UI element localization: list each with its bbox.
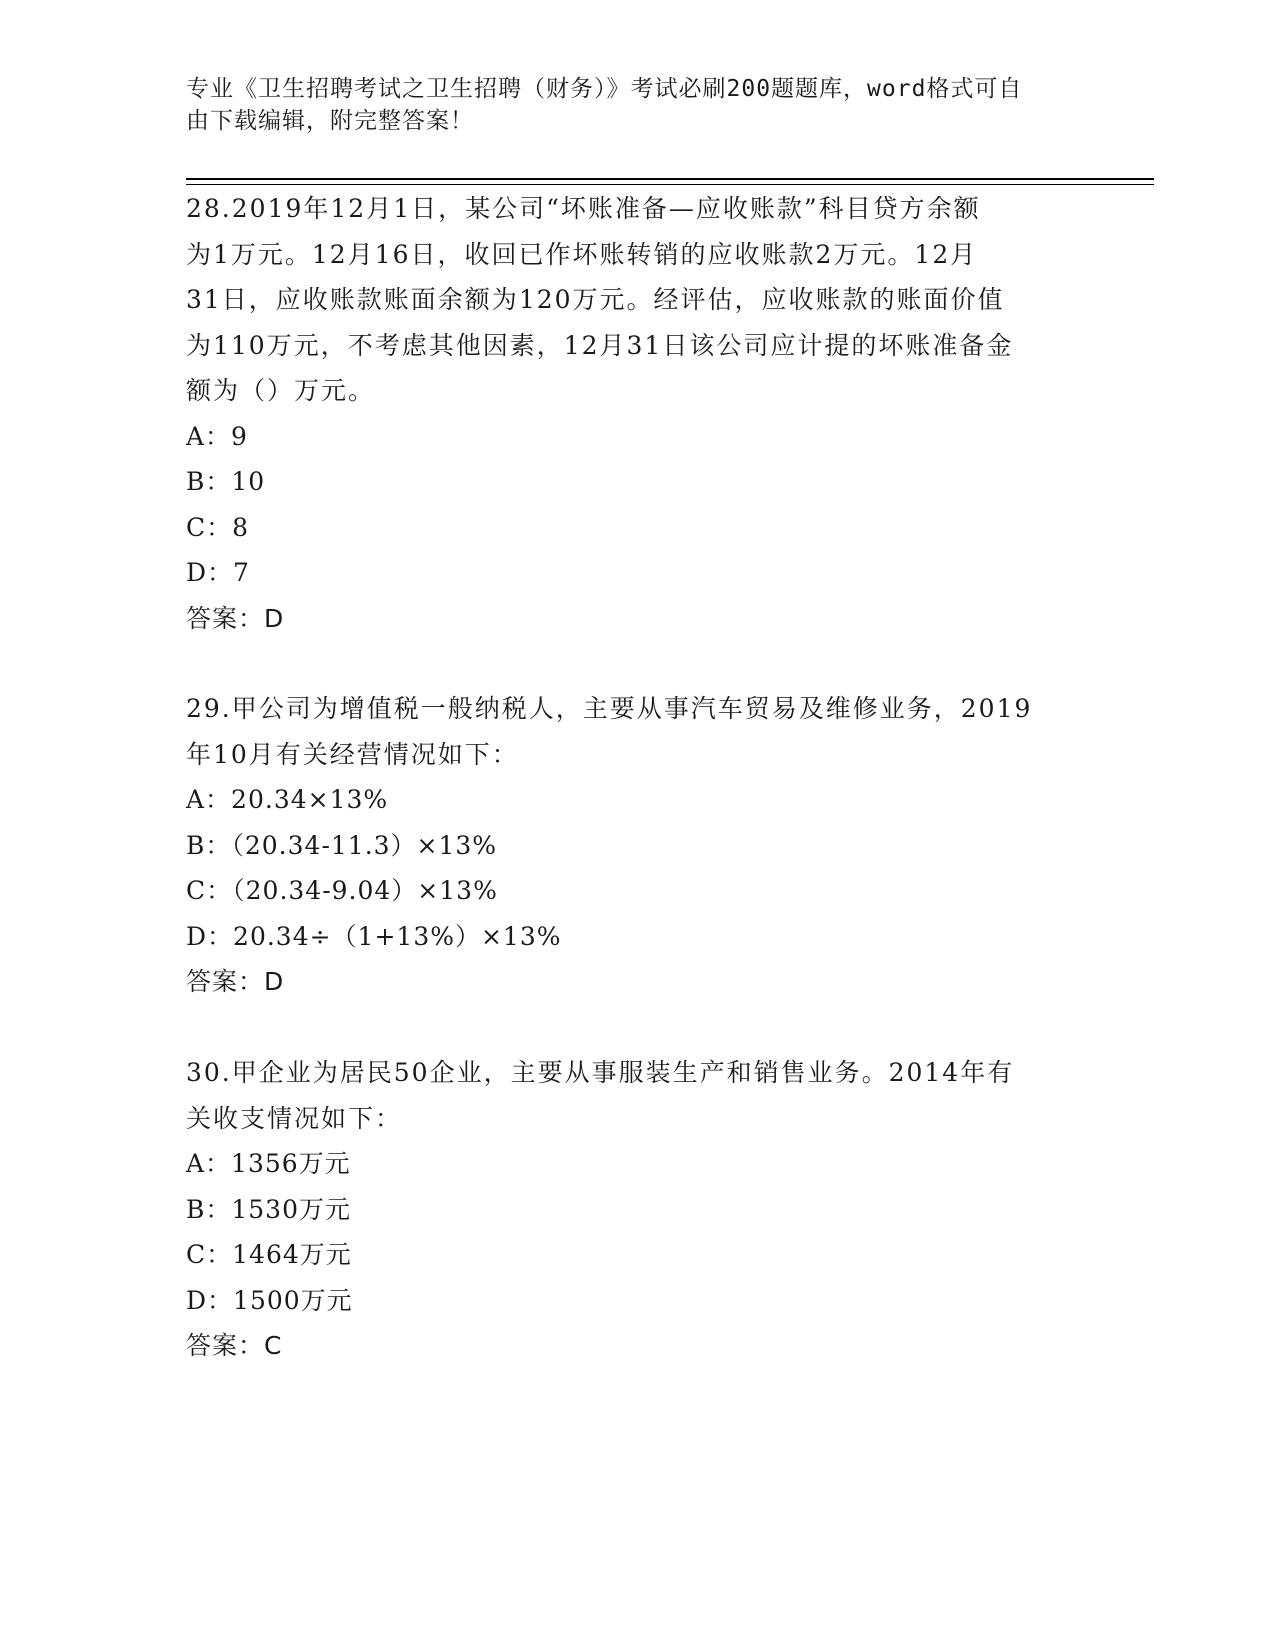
option-d: D：20.34÷（1+13%）×13% [186,921,562,951]
answer: 答案：D [186,967,285,996]
option-c: C：（20.34-9.04）×13% [186,876,498,905]
option-d: D：7 [186,558,250,587]
option-d: D：1500万元 [186,1285,353,1315]
question-29 [186,686,1086,1005]
option-b: B：1530万元 [186,1194,351,1224]
question-stem-line: 关收支情况如下： [186,1103,403,1133]
option-a: A：9 [186,421,248,451]
question-28 [186,186,1086,641]
question-stem-line: 31日，应收账款账面余额为120万元。经评估，应收账款的账面价值 [186,285,1005,314]
question-stem-line: 28.2019年12月1日，某公司“坏账准备—应收账款”科目贷方余额 [186,194,981,223]
answer: 答案：C [186,1331,283,1360]
option-c: C：8 [186,512,250,542]
header-divider-thin [186,184,1154,185]
header-line-2: 由下载编辑，附完整答案！ [186,108,474,134]
document-header [186,73,1066,137]
header-divider-thick [186,178,1154,180]
question-stem-line: 为1万元。12月16日，收回已作坏账转销的应收账款2万元。12月 [186,239,978,269]
option-a: A：20.34×13% [186,785,389,814]
question-stem-line: 30.甲企业为居民50企业，主要从事服装生产和销售业务。2014年有 [186,1058,1015,1087]
question-stem-line: 额为（）万元。 [186,376,376,405]
question-30 [186,1050,1086,1369]
question-stem-line: 为110万元，不考虑其他因素，12月31日该公司应计提的坏账准备金 [186,330,1014,360]
header-line-1: 专业《卫生招聘考试之卫生招聘（财务）》考试必刷200题题库，word格式可自 [186,76,1023,102]
option-b: B：10 [186,467,266,496]
question-stem-line: 29.甲公司为增值税一般纳税人，主要从事汽车贸易及维修业务，2019 [186,694,1033,723]
option-c: C：1464万元 [186,1240,352,1269]
answer: 答案：D [186,603,285,633]
option-b: B：（20.34-11.3）×13% [186,830,498,860]
question-stem-line: 年10月有关经营情况如下： [186,739,519,769]
option-a: A：1356万元 [186,1149,351,1178]
